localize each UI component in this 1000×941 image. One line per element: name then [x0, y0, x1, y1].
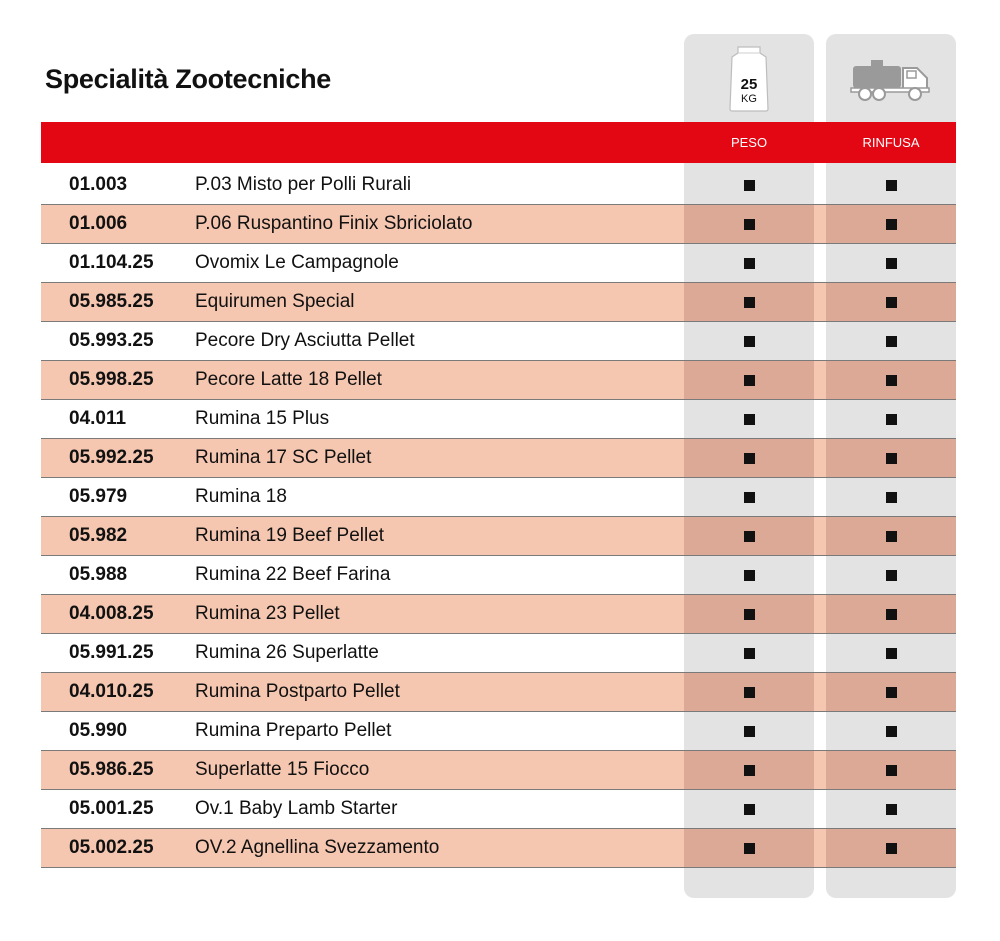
rinfusa-available-mark: [886, 609, 897, 620]
rinfusa-available-mark: [886, 336, 897, 347]
header-bar: [41, 122, 956, 163]
table-row: [41, 439, 956, 478]
product-name: Superlatte 15 Fiocco: [195, 759, 370, 780]
table-row: [41, 166, 956, 205]
row-background: [41, 712, 956, 750]
table-row: [41, 712, 956, 751]
rinfusa-available-mark: [886, 765, 897, 776]
product-code: 05.992.25: [69, 447, 154, 468]
peso-icon-slot: [684, 40, 814, 118]
product-name: OV.2 Agnellina Svezzamento: [195, 837, 440, 858]
table-row: [41, 205, 956, 244]
product-name: Rumina 22 Beef Farina: [195, 564, 391, 585]
rinfusa-icon-slot: [826, 40, 956, 118]
product-code: 05.986.25: [69, 759, 154, 780]
product-code: 05.982: [69, 525, 128, 546]
column-header-peso: PESO: [730, 135, 768, 150]
product-code: 04.010.25: [69, 681, 154, 702]
product-code: 01.104.25: [69, 252, 154, 273]
product-code: 05.988: [69, 564, 128, 585]
peso-available-mark: [744, 219, 755, 230]
table-row: [41, 517, 956, 556]
product-table: [41, 166, 956, 868]
rinfusa-available-mark: [886, 726, 897, 737]
product-name: Equirumen Special: [195, 291, 355, 312]
table-row: [41, 790, 956, 829]
peso-available-mark: [744, 258, 755, 269]
peso-available-mark: [744, 336, 755, 347]
product-name: P.06 Ruspantino Finix Sbriciolato: [195, 213, 473, 234]
row-background: [41, 166, 956, 204]
column-header-rinfusa: RINFUSA: [862, 135, 920, 150]
rinfusa-available-mark: [886, 531, 897, 542]
row-background: [41, 205, 956, 243]
peso-available-mark: [744, 804, 755, 815]
peso-available-mark: [744, 414, 755, 425]
product-code: 05.990: [69, 720, 128, 741]
peso-available-mark: [744, 297, 755, 308]
rinfusa-available-mark: [886, 687, 897, 698]
peso-available-mark: [744, 531, 755, 542]
bulk-truck-icon: [849, 54, 933, 104]
row-background: [41, 322, 956, 360]
product-code: 05.985.25: [69, 291, 154, 312]
row-background: [41, 517, 956, 555]
product-name: Ovomix Le Campagnole: [195, 252, 399, 273]
table-row: [41, 400, 956, 439]
table-row: [41, 361, 956, 400]
row-background: [41, 790, 956, 828]
peso-available-mark: [744, 726, 755, 737]
peso-available-mark: [744, 687, 755, 698]
table-row: [41, 634, 956, 673]
peso-available-mark: [744, 843, 755, 854]
row-background: [41, 283, 956, 321]
peso-available-mark: [744, 765, 755, 776]
product-code: 01.006: [69, 213, 128, 234]
peso-available-mark: [744, 570, 755, 581]
product-code: 05.979: [69, 486, 128, 507]
product-name: Rumina 18: [195, 486, 287, 507]
product-name: P.03 Misto per Polli Rurali: [195, 174, 412, 195]
product-name: Rumina Preparto Pellet: [195, 720, 392, 741]
product-name: Rumina 23 Pellet: [195, 603, 340, 624]
peso-available-mark: [744, 492, 755, 503]
page-title: Specialità Zootecniche: [45, 64, 331, 94]
rinfusa-available-mark: [886, 648, 897, 659]
product-code: 05.993.25: [69, 330, 154, 351]
row-background: [41, 829, 956, 867]
row-background: [41, 478, 956, 516]
rinfusa-available-mark: [886, 219, 897, 230]
table-row: [41, 751, 956, 790]
rinfusa-available-mark: [886, 804, 897, 815]
product-name: Ov.1 Baby Lamb Starter: [195, 798, 398, 819]
peso-available-mark: [744, 609, 755, 620]
rinfusa-available-mark: [886, 375, 897, 386]
peso-available-mark: [744, 648, 755, 659]
bag-number: 25: [740, 76, 758, 93]
table-row: [41, 478, 956, 517]
product-code: 04.011: [69, 408, 127, 429]
rinfusa-available-mark: [886, 843, 897, 854]
product-code: 05.002.25: [69, 837, 154, 858]
product-code: 01.003: [69, 174, 128, 195]
table-row: [41, 595, 956, 634]
product-code: 04.008.25: [69, 603, 154, 624]
row-background: [41, 634, 956, 672]
rinfusa-available-mark: [886, 258, 897, 269]
product-code: 05.998.25: [69, 369, 154, 390]
row-background: [41, 361, 956, 399]
table-row: [41, 322, 956, 361]
product-name: Pecore Latte 18 Pellet: [195, 369, 382, 390]
bag-unit: KG: [741, 93, 757, 105]
table-row: [41, 673, 956, 712]
rinfusa-available-mark: [886, 297, 897, 308]
row-background: [41, 439, 956, 477]
table-row: [41, 244, 956, 283]
product-name: Rumina 15 Plus: [195, 408, 330, 429]
row-background: [41, 751, 956, 789]
product-name: Rumina 26 Superlatte: [195, 642, 379, 663]
peso-available-mark: [744, 375, 755, 386]
peso-available-mark: [744, 453, 755, 464]
table-row: [41, 829, 956, 868]
rinfusa-available-mark: [886, 180, 897, 191]
bag-25kg-icon: [728, 45, 770, 113]
product-name: Rumina 19 Beef Pellet: [195, 525, 385, 546]
product-code: 05.991.25: [69, 642, 154, 663]
rinfusa-available-mark: [886, 492, 897, 503]
table-row: [41, 556, 956, 595]
row-background: [41, 556, 956, 594]
row-background: [41, 595, 956, 633]
rinfusa-available-mark: [886, 570, 897, 581]
row-background: [41, 400, 956, 438]
row-background: [41, 244, 956, 282]
row-background: [41, 673, 956, 711]
rinfusa-available-mark: [886, 453, 897, 464]
table-row: [41, 283, 956, 322]
product-name: Pecore Dry Asciutta Pellet: [195, 330, 415, 351]
product-name: Rumina Postparto Pellet: [195, 681, 400, 702]
product-code: 05.001.25: [69, 798, 154, 819]
peso-available-mark: [744, 180, 755, 191]
product-name: Rumina 17 SC Pellet: [195, 447, 372, 468]
rinfusa-available-mark: [886, 414, 897, 425]
